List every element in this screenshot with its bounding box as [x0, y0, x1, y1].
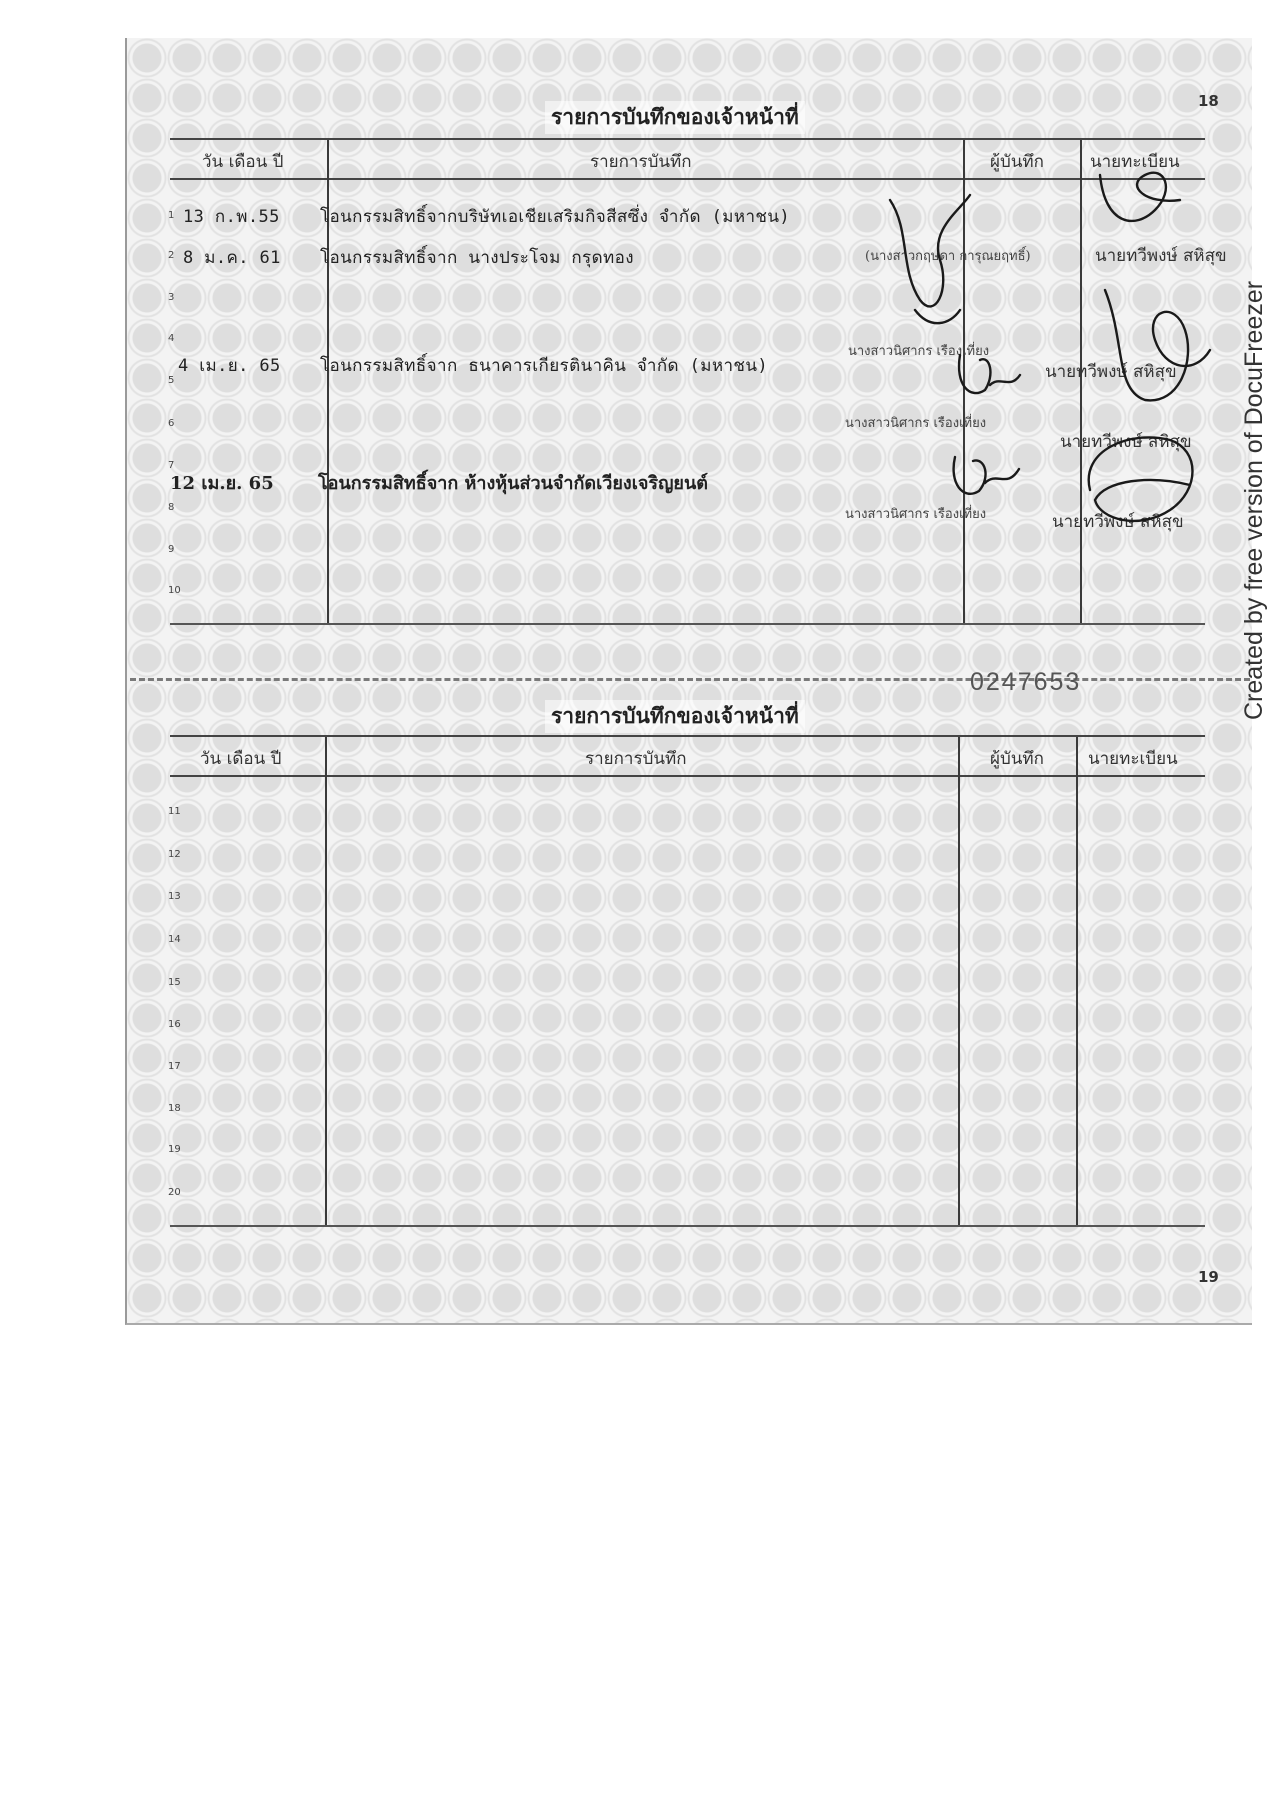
recorder-signature-2 — [950, 345, 1025, 405]
recorder-name: (นางสาวกฤษดา การุณยฤทธิ์) — [865, 249, 1031, 264]
header-registrar: นายทะเบียน — [1088, 749, 1178, 769]
row-number: 10 — [168, 585, 181, 596]
header-recorder: ผู้บันทึก — [990, 152, 1044, 172]
row-number: 14 — [168, 934, 181, 945]
row-number: 13 — [168, 891, 181, 902]
page-number-bottom: 19 — [1198, 1268, 1219, 1286]
row-number: 1 — [168, 210, 175, 221]
passbook-scan — [125, 38, 1252, 1325]
recorder-signature-3 — [945, 445, 1025, 505]
entry-date: 8 ม.ค. 61 — [183, 248, 281, 268]
upper-table-bottom-rule — [170, 623, 1205, 625]
row-number: 20 — [168, 1187, 181, 1198]
row-number: 11 — [168, 806, 181, 817]
upper-section-title: รายการบันทึกของเจ้าหน้าที่ — [545, 101, 805, 134]
recorder-name: นางสาวนิศากร เรืองเที่ยง — [845, 507, 987, 522]
watermark-text: Created by free version of DocuFreezer — [1240, 280, 1268, 720]
row-number: 12 — [168, 849, 181, 860]
lower-section-title: รายการบันทึกของเจ้าหน้าที่ — [545, 700, 805, 733]
registrar-name: นายทวีพงษ์ สหิสุข — [1052, 512, 1184, 532]
page-separator — [130, 678, 1250, 681]
entry-text: โอนกรรมสิทธิ์จากบริษัทเอเชียเสริมกิจสีสซึ่ง จำกัด (มหาชน) — [320, 207, 791, 227]
row-number: 8 — [168, 502, 175, 513]
header-date: วัน เดือน ปี — [202, 152, 284, 172]
lower-col-divider-2 — [958, 737, 960, 1225]
lower-col-divider-3 — [1076, 737, 1078, 1225]
row-number: 2 — [168, 250, 175, 261]
row-number: 7 — [168, 460, 175, 471]
registrar-name: นายทวีพงษ์ สหิสุข — [1045, 362, 1177, 382]
serial-number: 0247653 — [970, 668, 1082, 696]
row-number: 4 — [168, 333, 175, 344]
registrar-signature-2 — [1085, 280, 1215, 410]
row-number: 19 — [168, 1144, 181, 1155]
row-number: 5 — [168, 375, 175, 386]
row-number: 9 — [168, 544, 175, 555]
recorder-signature-1 — [880, 190, 980, 340]
upper-table-header — [170, 140, 1205, 180]
row-number: 16 — [168, 1019, 181, 1030]
entry-text: โอนกรรมสิทธิ์จาก ธนาคารเกียรตินาคิน จำกัด (มหาชน) — [320, 356, 768, 376]
row-number: 3 — [168, 292, 175, 303]
entry-date: 13 ก.พ.55 — [183, 207, 280, 227]
lower-col-divider-1 — [325, 737, 327, 1225]
header-date: วัน เดือน ปี — [200, 749, 282, 769]
header-registrar: นายทะเบียน — [1090, 152, 1180, 172]
entry-text: โอนกรรมสิทธิ์จาก ห้างหุ้นส่วนจำกัดเวียงเจริญยนต์ — [318, 473, 708, 494]
registrar-name: นายทวีพงษ์ สหิสุข — [1095, 246, 1227, 266]
lower-table-bottom-rule — [170, 1225, 1205, 1227]
registrar-signature-3 — [1070, 420, 1205, 540]
header-record: รายการบันทึก — [590, 152, 692, 172]
registrar-signature-1 — [1085, 155, 1195, 235]
registrar-name: นายทวีพงษ์ สหิสุข — [1060, 432, 1192, 452]
row-number: 18 — [168, 1103, 181, 1114]
row-number: 15 — [168, 977, 181, 988]
entry-date: 4 เม.ย. 65 — [178, 356, 281, 376]
header-record: รายการบันทึก — [585, 749, 687, 769]
row-number: 6 — [168, 418, 175, 429]
entry-text: โอนกรรมสิทธิ์จาก นางประโจม กรุดทอง — [320, 248, 634, 268]
entry-date: 12 เม.ย. 65 — [170, 473, 274, 494]
header-recorder: ผู้บันทึก — [990, 749, 1044, 769]
page-number-top: 18 — [1198, 92, 1219, 110]
recorder-name: นางสาวนิศากร เรืองเที่ยง — [848, 344, 990, 359]
row-number: 17 — [168, 1061, 181, 1072]
recorder-name: นางสาวนิศากร เรืองเที่ยง — [845, 416, 987, 431]
